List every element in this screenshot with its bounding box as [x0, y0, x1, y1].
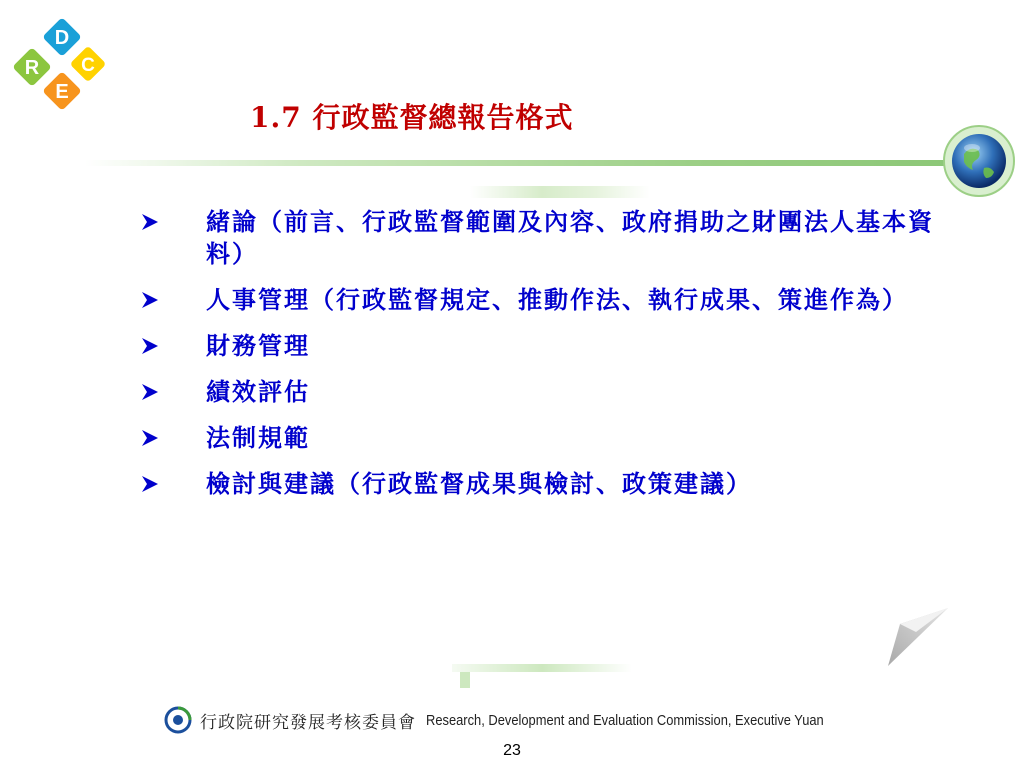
rdec-logo	[12, 14, 112, 114]
page-number: 23	[503, 742, 521, 759]
logo-tile-r	[12, 46, 53, 88]
svg-text:R: R	[24, 57, 40, 79]
decorative-bar-bottom	[452, 664, 632, 688]
bullet-text: 財務管理	[206, 331, 310, 360]
page-curl-icon	[886, 606, 950, 668]
list-item	[140, 284, 960, 316]
arrow-bullet-icon	[140, 212, 160, 232]
decorative-bar-top	[470, 186, 650, 198]
arrow-bullet-icon	[140, 382, 160, 402]
bullet-text: 績效評估	[206, 377, 310, 406]
list-item	[140, 330, 960, 362]
title-divider	[85, 160, 950, 166]
arrow-bullet-icon	[140, 290, 160, 310]
arrow-bullet-icon	[140, 474, 160, 494]
arrow-bullet-icon	[140, 428, 160, 448]
list-item	[140, 468, 960, 500]
logo-tile-e	[41, 70, 83, 112]
bullet-list	[140, 206, 960, 514]
list-item	[140, 376, 960, 408]
bullet-text: 檢討與建議（行政監督成果與檢討、政策建議）	[206, 469, 752, 498]
bullet-text: 法制規範	[206, 423, 310, 452]
footer	[164, 704, 904, 736]
svg-text:E: E	[55, 81, 69, 103]
footer-org-chinese: 行政院研究發展考核委員會	[200, 712, 416, 733]
bullet-text: 人事管理（行政監督規定、推動作法、執行成果、策進作為）	[206, 285, 908, 314]
globe-icon	[942, 124, 1016, 198]
slide-title: 1.7 行政監督總報告格式	[250, 101, 574, 134]
svg-text:C: C	[81, 55, 95, 76]
list-item	[140, 422, 960, 454]
list-item	[140, 206, 960, 270]
rdec-emblem-icon	[164, 706, 192, 734]
footer-org-english: Research, Development and Evaluation Commission, Executive Yuan	[426, 711, 824, 729]
logo-tile-c	[68, 44, 108, 84]
logo-tile-d	[41, 16, 83, 58]
bullet-text: 緒論（前言、行政監督範圍及內容、政府捐助之財團法人基本資料）	[206, 207, 934, 268]
svg-text:D: D	[54, 27, 70, 49]
arrow-bullet-icon	[140, 336, 160, 356]
